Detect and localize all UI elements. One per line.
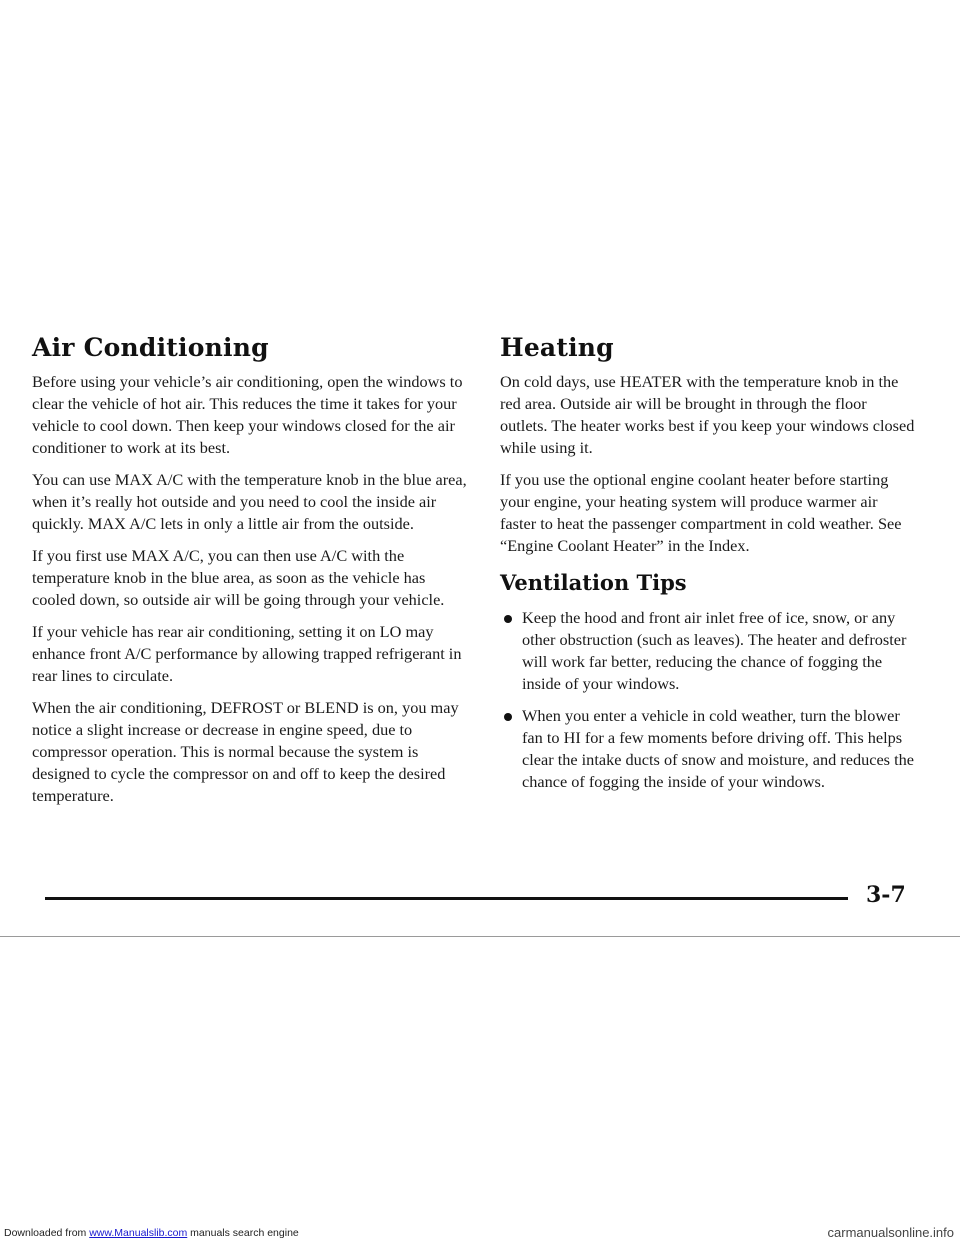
air-conditioning-section <box>32 332 472 817</box>
bullet-icon <box>504 713 512 721</box>
page-number: 3-7 <box>866 882 906 908</box>
ventilation-tips-heading: Ventilation Tips <box>500 570 687 595</box>
ac-paragraph-1: Before using your vehicle’s air conditioning, open the windows to clear the vehicle of hot air. This reduces the time it takes for your vehicle to cool down. Then keep your windows closed for the air conditioner to work at its best. <box>32 372 463 457</box>
heating-paragraph-1: On cold days, use HEATER with the temperature knob in the red area. Outside air will be brought in through the floor outlets. The heater works best if you keep your windows closed while using it. <box>500 372 915 457</box>
heating-paragraph-2: If you use the optional engine coolant heater before starting your engine, your heating system will produce warmer air faster to heat the passenger compartment in cold weather. See “Engine Coolant Heater” in the Index. <box>500 470 902 555</box>
page-rule <box>45 897 848 900</box>
ac-paragraph-4: If your vehicle has rear air conditioning, setting it on LO may enhance front A/C performance by allowing trapped refrigerant in rear lines to circulate. <box>32 622 462 685</box>
bullet-text: When you enter a vehicle in cold weather, turn the blower fan to HI for a few moments before driving off. This helps clear the intake ducts of snow and moisture, and reduces the chance of fogging the inside of your windows. <box>522 706 914 791</box>
footer-prefix: Downloaded from <box>4 1227 90 1239</box>
list-item <box>500 607 916 695</box>
bullet-icon <box>504 615 512 623</box>
heating-heading: Heating <box>500 333 614 362</box>
heating-section <box>500 332 916 803</box>
ac-paragraph-5: When the air conditioning, DEFROST or BLEND is on, you may notice a slight increase or decrease in engine speed, due to compressor operation. This is normal because the system is designed to cycle the compressor on and off to keep the desired temperature. <box>32 698 459 805</box>
ventilation-tips-list <box>500 607 916 793</box>
watermark-footer: carmanualsonline.info <box>827 1225 954 1240</box>
footer-suffix: manuals search engine <box>187 1227 299 1239</box>
ac-paragraph-3: If you first use MAX A/C, you can then use A/C with the temperature knob in the blue area, as soon as the vehicle has cooled down, so outside air will be going through your vehicle. <box>32 546 445 609</box>
manualslib-link[interactable]: www.Manualslib.com <box>89 1227 188 1239</box>
air-conditioning-heading: Air Conditioning <box>32 333 269 362</box>
scan-edge-line <box>0 936 960 937</box>
download-footer <box>4 1227 299 1240</box>
bullet-text: Keep the hood and front air inlet free of ice, snow, or any other obstruction (such as leaves). The heater and defroster will work far better, reducing the chance of fogging the inside of your windows. <box>522 608 907 693</box>
list-item <box>500 705 916 793</box>
ac-paragraph-2: You can use MAX A/C with the temperature knob in the blue area, when it’s really hot outside and you need to cool the inside air quickly. MAX A/C lets in only a little air from the outside. <box>32 470 467 533</box>
